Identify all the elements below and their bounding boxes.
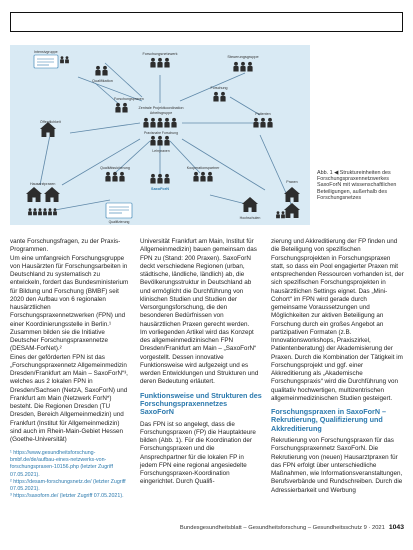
paragraph: zierung und Akkreditierung der FP finden und die Beteiligung von spezifischen Forschungsprojekten in Forschungspraxen statt, so dass ein Pool engagierter Praxen mit entsprechenden Ressourcen vorhanden ist, der sich spezifischen Forschungsprojekten in hausärztlichen Settings eignet. Das „Mini-Cohort“ im FPN wird gerade durch gemeinsame Voraussetzungen und Möglichkeiten zur aktiven Beteiligung an Forschung durch ein großes Angebot an partizipativen Formaten (z.B. Innovationsworkshops, Praxiszirkel, Patientenberatung) der Akademisierung der Praxen. Durch die Kombination der Tätigkeit im Forschungsprojekt und ggf. einer Akkreditierung als „Akademische Forschungspraxis“ wird die Durchführung von qualitativ hochwertigen, multizentrischen allgemeinmedizinischen Studien gesteigert. [271,238,404,402]
institutions-node [240,197,261,220]
text-column-2 [140,238,262,487]
svg-text:Steuerungsgruppe: Steuerungsgruppe [227,55,259,59]
practices-left-node [26,182,60,215]
public-node [40,120,61,137]
intensive-group [34,50,69,68]
paragraph: Universität Frankfurt am Main, Institut für Allgemeinmedizin) bauen gemeinsam das FPN zu (Stand: 200 Praxen). SaxoForN deckt verschiedene Regionen (urban, städtische, ländliche, ländlich) ab, die Bevölkerungsstruktur in Deutschland ab und ermöglicht die Durchführung von klinischen Studien und Studien der Versorgungsforschung, die den besonderen Bedürfnissen von hausärztlichen Praxen gerecht werden. [140,238,257,328]
network-diagram [10,45,310,225]
footnote-link[interactable]: ¹ https://www.gesundheitsforschung-bmbf.de/de/aufbau-eines-netzwerks-von-forschungspraxen-10156.php (letzter Zugriff 07.05.2021). [10,450,113,478]
svg-text:Arbeitsgruppe: Arbeitsgruppe [149,111,173,115]
section-heading: Forschungspraxen in SaxoForN – Rekrutierung, Qualifizierung und Akkreditierung [271,407,387,433]
paragraph: Das FPN ist so angelegt, dass die Forschungspraxen (FP) die Hauptakteure bilden (Abb. 1). Für die Koordination der Forschungspraxen und die Ansprechpartner für die lokalen FP in jedem FPN eine regional angesiedelte Forschungspraxen-Koordination eingerichtet. Durch Qualifi- [140,420,256,486]
paragraph: vante Forschungsfragen, zu der Praxis-Programmen. [10,238,121,254]
svg-text:Forschungsnetzwerk: Forschungsnetzwerk [142,52,178,56]
paragraph: Rekrutierung von Forschungspraxen für das Forschungspraxennetz SaxoForN. Die Rekrutierung von (neuen) Hausarztpraxen für das FPN erfolgt über unterschiedliche Maßnahmen, wie Informationsveranstaltungen, Berufsverbände und Rundschreiben. Durch die Adressierbarkeit und Werbung [271,437,403,494]
footnotes [10,450,131,500]
svg-text:Qualifizierung: Qualifizierung [108,220,130,224]
svg-text:Patienten: Patienten [255,112,271,116]
patients-node [253,112,272,128]
practices-right-node [276,180,300,218]
steering-group-node [227,55,258,72]
partner-node [187,166,220,182]
saxoforn-node [150,174,169,191]
svg-text:Intensivgruppe: Intensivgruppe [34,50,58,54]
text-column-3 [271,238,404,495]
forschungspraxen-node [114,97,144,113]
footnote-link[interactable]: ² https://desam-forschungsnetz.de/ (letzter Zugriff 07.05.2021). [10,478,126,493]
svg-text:Zentrale Projektkoordination: Zentrale Projektkoordination [138,106,184,110]
svg-text:Hausarztpraxen: Hausarztpraxen [30,182,56,186]
svg-text:Forschung: Forschung [210,86,228,90]
qualification-bottom-node [106,203,132,224]
quality-node [100,166,130,182]
svg-text:Kooperationspartner: Kooperationspartner [186,166,220,170]
research-node [211,86,228,102]
svg-text:Hochschulen: Hochschulen [239,216,261,220]
page-number: 1043 [388,524,404,531]
footnote-link[interactable]: ³ https://saxoforn.de/ (letzter Zugriff 07.05.2021). [10,493,124,500]
svg-text:Öffentlichkeit: Öffentlichkeit [40,120,61,124]
page-footer [110,524,404,531]
journal-citation: Bundesgesundheitsblatt – Gesundheitsforschung – Gesundheitsschutz 9 · 2021 [179,525,385,531]
svg-text:Lehrpraxen: Lehrpraxen [152,149,170,153]
svg-text:Qualitätssicherung: Qualitätssicherung [100,166,130,170]
svg-text:Praxisnahe Forschung: Praxisnahe Forschung [144,131,178,135]
section-heading: Funktionsweise und Strukturen des Forschungspraxennetzes SaxoForN [140,390,262,417]
svg-text:SaxoForN: SaxoForN [151,187,169,191]
paragraph: Im vorliegenden Artikel wird das Konzept des allgemeinmedizinischen FPN Dresden/Frankfurt am Main – „SaxoForN“ vorgestellt. Dessen innovative Funktionsweise wird aufgezeigt und es werden Entwicklungen und Strukturen und deren Bedeutung erläutert. [140,328,259,386]
paragraph: Eines der geförderten FPN ist das „Forschungspraxennetz Allgemeinmedizin Dresden/Frankfurt am Main – SaxoForN“³, welches aus 2 lokalen FPN in Dresden/Sachsen (NetzA, SaxoForN) und Frankfurt am Main (Netzwerk ForN*) besteht. Die Regionen Dresden (TU Dresden, Bereich Allgemeinmedizin) und Frankfurt (Institut für Allgemeinmedizin) sind auch im Rhein-Main-Gebiet Hessen (Goethe-Universität) [10,353,128,443]
paragraph: Um eine umfangreich Forschungsgruppe von Hausärzten für Forschungsarbeiten in Deutschland zu systematisch zu entwickeln, fordert das Bundesministerium für Bildung und Forschung (BMBF) seit 2020 den Aufbau von 6 regionalen hausärztlichen Forschungspraxennetzwerken (FPN) und einer Koordinierungsstelle in Berlin.¹ Zusammen bilden sie die Initiative Deutscher Forschungspraxennetze (DESAM-ForNet).² [10,254,129,353]
central-coordination [139,106,184,153]
svg-text:Forschungspraxen: Forschungspraxen [114,97,144,101]
text-column-1 [10,238,131,444]
svg-text:Qualifikation: Qualifikation [92,79,113,83]
research-network-node [142,52,177,68]
svg-text:Praxen: Praxen [286,180,298,184]
figure-caption: Abb. 1 ◀ Struktureinheiten des Forschungspraxennetzwerkes SaxoForN mit wissenschaftlichen Beteiligungen, außerhalb des Forschungsnetzes [317,170,397,201]
qualification-node [92,66,113,83]
network-figure [10,45,310,225]
header-frame [10,12,403,32]
